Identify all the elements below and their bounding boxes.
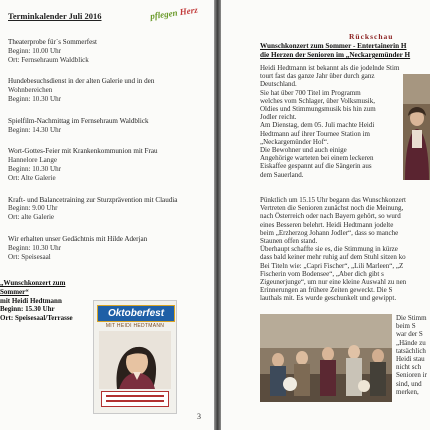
poster-subtitle: MIT HEIDI HEDTMANN [105,323,165,329]
text-line: nicht sch [396,363,422,372]
text-line: eines Besseren belehrt. Heidi Hedtmann jodelte [260,220,394,229]
concert-photo-bottom [260,314,392,402]
highlight-event [0,279,92,323]
text-line: Oldies und Stimmungsmusik bis hin zum [260,105,376,114]
text-line: Zigeunerjunge“, um nur eine kleine Auswahl zu nen [260,278,407,287]
text-line: sind, und [396,379,422,388]
event-title: Spielfilm-Nachmittag im Fernsehraum Waldblick [8,116,149,125]
event-detail: Ort: Speisesaal [8,252,51,261]
text-line: beim S [396,322,416,331]
event-detail: Beginn: 10.30 Uhr [8,94,62,103]
poster-info-box [101,391,169,407]
headline-line: die Herzen der Senioren im „Neckargemünder H [260,51,411,59]
text-line: tourt fast das ganze Jahr über durch ganz [260,72,375,81]
headline-line: Wunschkonzert zum Sommer - Entertainerin H [260,42,407,50]
page-number: 3 [197,412,201,421]
concert-photo-top [403,74,430,180]
singer-photo [99,331,171,389]
event-item [8,147,208,182]
event-detail: Ort: Fernsehraum Waldblick [8,55,89,64]
highlight-title: „Wunschkonzert zum Sommer“ [0,279,66,296]
text-line: Sie hat über 700 Titel im Programm [260,88,361,97]
text-line: Hedtmann auf ihrer Tournee Station im [260,129,370,138]
text-line: Pünktlich um 15.15 Uhr begann das Wunschkonzert [260,196,406,204]
event-list [8,38,208,274]
article-headline [260,42,430,60]
text-line: nach Österreich oder nach Bayern gehört, so wurd [260,212,401,221]
article-body [260,196,406,303]
text-line: Vertreten die Senioren zunächst noch die Meinung, [260,204,404,213]
highlight-detail: Ort: Speisesaal/Terrasse [0,314,73,323]
calendar-title: Terminkalender Juli 2016 [8,11,102,21]
article-continued [396,314,427,396]
text-line: Senioren ir [396,371,427,380]
event-detail: Beginn: 10.00 Uhr [8,46,62,55]
event-detail: Hannelore Lange [8,156,58,165]
event-title: Wort-Gottes-Feier mit Krankenkommunion mit Frau [8,147,158,156]
event-item [8,38,208,64]
event-detail: Wohnbereichen [8,86,53,95]
book-gutter [214,0,221,430]
text-line: lauthals mit. Es wurde geschunkelt und gewippt. [260,294,397,303]
left-page [0,0,214,430]
event-title: Theaterprobe für´s Sommerfest [8,38,98,46]
event-title: Wir erhalten unser Gedächtnis mit Hilde Aderjan [8,234,148,243]
text-line: Überhaupt schaffte sie es, die Stimmung in kürze [260,245,398,254]
text-line: war der S [396,330,423,339]
text-line: Heidi Hedtmann ist bekannt als die jodelnde Stim [260,64,400,72]
text-line: tatsächlich [396,346,426,355]
event-detail: Ort: Alte Galerie [8,173,56,182]
singer-portrait-image [99,331,171,389]
text-line: Die Stimm [396,314,427,322]
section-title: Rückschau [349,32,394,41]
event-item [8,77,208,103]
slogan-main: pflegen [149,7,179,22]
event-detail: Ort: alte Galerie [8,213,55,222]
oktoberfest-poster [93,300,177,414]
highlight-detail: Beginn: 15.30 Uhr [0,305,55,314]
text-line: welches vom Schlager, über Volksmusik, [260,96,375,105]
event-detail: Beginn: 10.30 Uhr [8,243,62,252]
text-line: merken, [396,387,419,396]
event-title: Hundebesuchsdienst in der alten Galerie und in den [8,77,155,86]
singer-photo-image [403,74,430,180]
text-line: Erinnerungen an frühere Zeiten geweckt. Die S [260,286,393,295]
text-line: dass bald keiner mehr ruhig auf dem Stuhl sitzen ko [260,253,406,262]
highlight-detail: mit Heidi Hedtmann [0,296,62,305]
text-line: Die Bewohner und auch einige [260,146,347,155]
slogan-logo [150,5,199,22]
event-item [8,196,208,222]
article-intro [260,64,399,179]
text-line: Jodler reicht. [260,113,297,122]
text-line: Fischerin vom Bodensee“, „Aber dich gibt s [260,269,384,278]
event-detail: Beginn: 9.00 Uhr [8,204,58,213]
poster-title: Oktoberfest [97,305,175,322]
text-line: Bei Titeln wie: „Capri Fischer“, „Lili Marleen“, „Z [260,261,404,270]
text-line: Am Dienstag, dem 05. Juli machte Heidi [260,121,375,130]
text-line: beim „Erzherzog Johann Jodler“, dass so manche [260,228,399,237]
event-detail: Beginn: 10.30 Uhr [8,164,62,173]
event-detail: Beginn: 14.30 Uhr [8,125,62,134]
event-item [8,235,208,261]
text-line: Eiskaffee gespannt auf die Sängerin aus [260,162,372,171]
text-line: Staunen offen stand. [260,237,318,246]
text-line: „Neckargemünder Hof“. [260,137,329,146]
event-title: Kraft- und Balancetraining zur Sturzprävention mit Claudia [8,195,178,204]
event-item [8,117,208,135]
audience-photo-image [260,314,392,402]
text-line: „Hände zu [396,338,426,347]
text-line: Angehörige warteten bei einem leckeren [260,154,374,163]
text-line: Deutschland. [260,80,297,89]
right-page [221,0,430,430]
slogan-tail: Herz [178,4,199,18]
text-line: Heidi stau [396,355,425,364]
text-line: dem Sauerland. [260,170,304,179]
